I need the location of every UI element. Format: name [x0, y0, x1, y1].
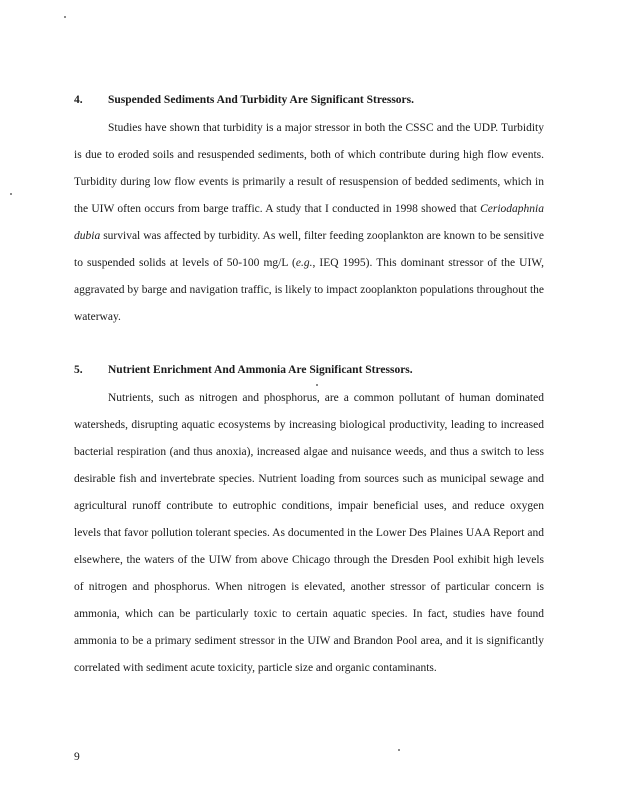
section-5-title: Nutrient Enrichment And Ammonia Are Significant Stressors.: [108, 364, 413, 376]
section-5-paragraph: [74, 385, 544, 682]
scan-speck: [398, 749, 400, 751]
section-5-heading: [74, 364, 413, 376]
section-4-text-c: , IEQ 1995). This dominant stressor of the UIW, aggravated by barge and navigation traffic, is likely to impact zooplankton populations throughout the waterway.: [74, 257, 544, 323]
species-name: Ceriodaphnia dubia: [74, 203, 544, 242]
section-4-title: Suspended Sediments And Turbidity Are Significant Stressors.: [108, 94, 415, 106]
section-4-paragraph: [74, 115, 544, 331]
page-number: 9: [74, 751, 80, 763]
section-5-text: Nutrients, such as nitrogen and phosphorus, are a common pollutant of human dominated watersheds, disrupting aquatic ecosystems by increasing biological productivity, leading to increased bacterial respiration (and thus anoxia), increased algae and nuisance weeds, and thus a switch to less desirable fish and invertebrate species. Nutrient loading from sources such as municipal sewage and agricultural runoff contribute to eutrophic conditions, impair beneficial uses, and reduce oxygen levels that favor pollution tolerant species. As documented in the Lower Des Plaines UAA Report and elsewhere, the waters of the UIW from above Chicago through the Dresden Pool exhibit high levels of nitrogen and phosphorus. When nitrogen is elevated, another stressor of particular concern is ammonia, which can be particularly toxic to certain aquatic species. In fact, studies have found ammonia to be a primary sediment stressor in the UIW and Brandon Pool area, and it is significantly correlated with sediment acute toxicity, particle size and organic contaminants.: [74, 392, 544, 674]
scan-speck: [10, 193, 12, 195]
section-4-number: 4.: [74, 94, 83, 106]
section-4-heading: [74, 94, 414, 106]
scan-speck: [64, 16, 66, 18]
section-4-text-b: survival was affected by turbidity. As well, filter feeding zooplankton are known to be sensitive to suspended solids at levels of 50-100 mg/L (: [74, 230, 544, 269]
eg-abbrev: e.g.: [295, 257, 313, 269]
section-5-number: 5.: [74, 364, 83, 376]
section-4-text-a: Studies have shown that turbidity is a major stressor in both the CSSC and the UDP. Turbidity is due to eroded soils and resuspended sediments, both of which contribute during high flow events. Turbidity during low flow events is primarily a result of resuspension of bedded sediments, which in the UIW often occurs from barge traffic. A study that I conducted in 1998 showed that: [74, 122, 544, 215]
